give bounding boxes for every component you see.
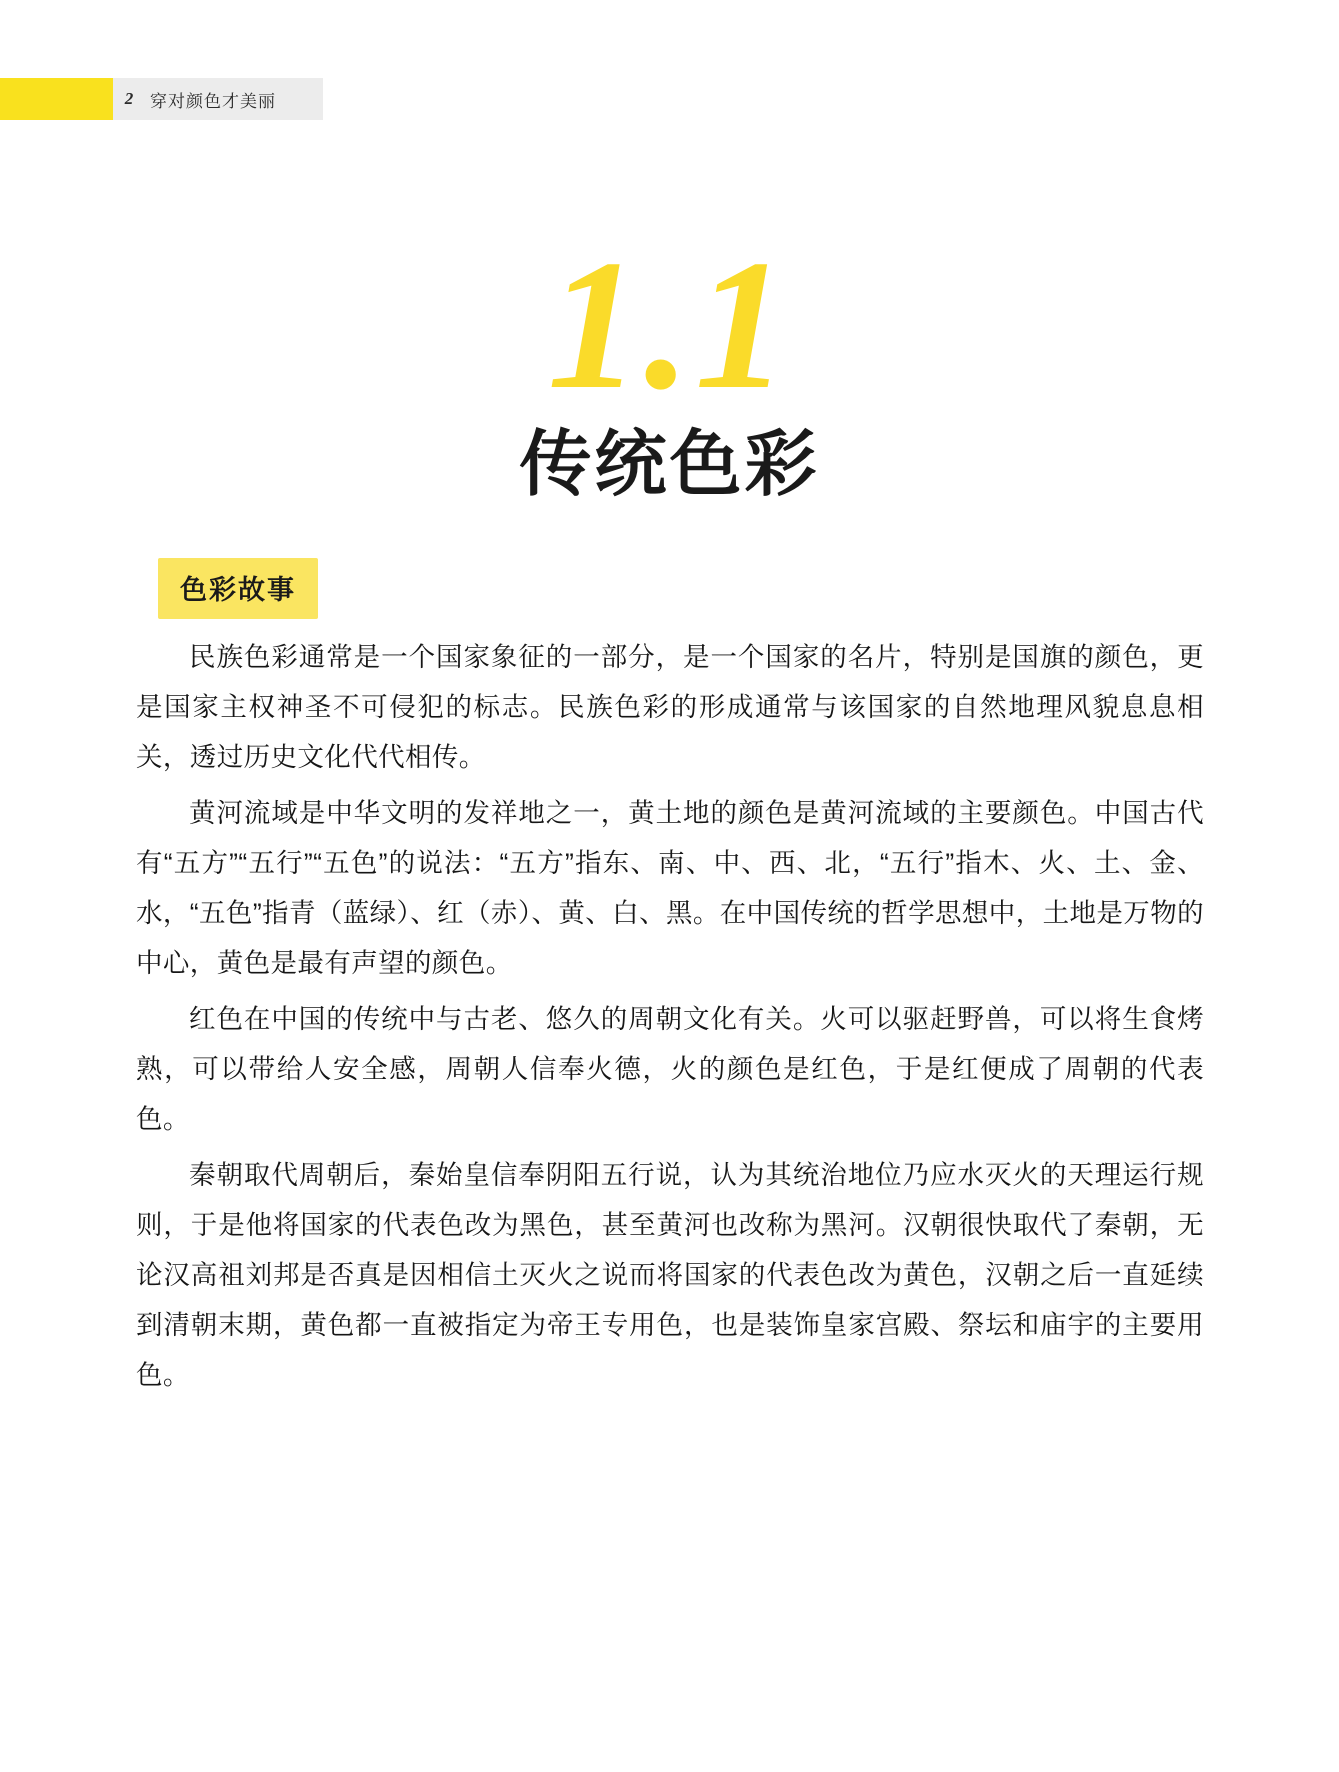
running-title: 穿对颜色才美丽: [150, 91, 276, 111]
page-header: [0, 78, 1339, 120]
page-number: 2: [124, 89, 134, 108]
body-text: [136, 632, 1204, 1406]
section-tag: 色彩故事: [158, 558, 318, 619]
paragraph: 红色在中国的传统中与古老、悠久的周朝文化有关。火可以驱赶野兽，可以将生食烤熟，可以带给人安全感，周朝人信奉火德，火的颜色是红色，于是红便成了周朝的代表色。: [136, 1004, 1204, 1134]
paragraph: 秦朝取代周朝后，秦始皇信奉阴阳五行说，认为其统治地位乃应水灭火的天理运行规则，于是他将国家的代表色改为黑色，甚至黄河也改称为黑河。汉朝很快取代了秦朝，无论汉高祖刘邦是否真是因相信土灭火之说而将国家的代表色改为黄色，汉朝之后一直延续到清朝末期，黄色都一直被指定为帝王专用色，也是装饰皇家宫殿、祭坛和庙宇的主要用色。: [136, 1160, 1204, 1390]
paragraph: 黄河流域是中华文明的发祥地之一，黄土地的颜色是黄河流域的主要颜色。中国古代有“五方”“五行”“五色”的说法：“五方”指东、南、中、西、北，“五行”指木、火、土、金、水，“五色”指青（蓝绿）、红（赤）、黄、白、黑。在中国传统的哲学思想中，土地是万物的中心，黄色是最有声望的颜色。: [136, 798, 1204, 978]
chapter-number: 1.1: [547, 222, 792, 428]
chapter-title: 传统色彩: [519, 425, 820, 505]
header-yellow-accent-bar: [0, 78, 113, 120]
paragraph: 民族色彩通常是一个国家象征的一部分，是一个国家的名片，特别是国旗的颜色，更是国家主权神圣不可侵犯的标志。民族色彩的形成通常与该国家的自然地理风貌息息相关，透过历史文化代代相传。: [136, 642, 1204, 772]
